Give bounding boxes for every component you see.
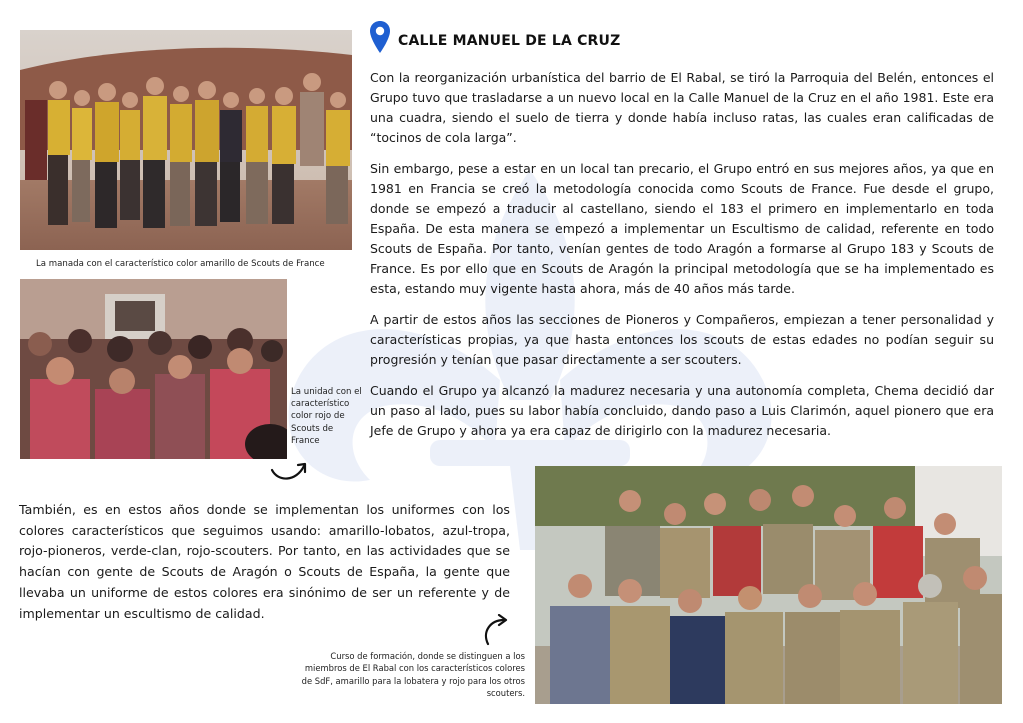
- paragraph-3: A partir de estos años las secciones de Pioneros y Compañeros, empiezan a tener personalidad y características propias, ya que hasta entonces los scouts de estas edades no podían seguir su progresión y tenían que pasar directamente a ser scouters.: [370, 312, 994, 367]
- curved-arrow-icon-2: [480, 614, 520, 648]
- paragraph-2: Sin embargo, pese a estar en un local tan precario, el Grupo entró en sus mejores años, ya que en 1981 en Francia se creó la metodología conocida como Scouts de France. Fue desde el grupo, donde se empezó a traducir al castellano, siendo el 183 el primero en implementarlo en toda España. De esta manera se empezó a implementar un Escultismo de calidad, referente en todo Scouts de España. Por tanto, venían gentes de todo Aragón a formarse al Grupo 183 y Scouts de France. Es por ello que en Scouts de Aragón la principal metodología que se ha implementado es esta, estando muy vigente hasta ahora, más de 40 años más tarde.: [370, 161, 994, 296]
- curved-arrow-icon: [268, 456, 310, 484]
- photo-manada-yellow: [20, 30, 352, 250]
- section-title: CALLE MANUEL DE LA CRUZ: [398, 33, 621, 49]
- paragraph-4: Cuando el Grupo ya alcanzó la madurez necesaria y una autonomía completa, Chema decidió dar un paso al lado, pues su labor había concluido, dando paso a Luis Clarimón, aquel pionero que era Jefe de Grupo y ahora ya era capaz de dirigirlo con la madurez necesaria.: [370, 383, 994, 438]
- caption-photo-curso: Curso de formación, donde se distinguen a los miembros de El Rabal con los característicos colores de SdF, amarillo para la lobatera y rojo para los otros scouters.: [301, 651, 525, 699]
- main-text-column: [370, 68, 994, 452]
- location-pin-icon: [369, 20, 391, 54]
- caption-photo-unidad: La unidad con el característico color rojo de Scouts de France: [291, 387, 362, 446]
- paragraph-uniforms: También, es en estos años donde se implementan los uniformes con los colores característicos que seguimos usando: amarillo-lobatos, azul-tropa, rojo-pioneros, verde-clan, rojo-scouters. Por tanto, en las actividades que se hacían con gente de Scouts de Aragón o Scouts de España, la gente que llevaba un uniforme de estos colores era sinónimo de ser un referente y de implementar un escultismo de calidad.: [19, 502, 510, 621]
- paragraph-1: Con la reorganización urbanística del barrio de El Rabal, se tiró la Parroquia del Belén, entonces el Grupo tuvo que trasladarse a un nuevo local en la Calle Manuel de la Cruz en el año 1981. Este era una cuadra, siendo el suelo de tierra y donde había incluso ratas, las cuales eran calificadas de “tocinos de cola larga”.: [370, 70, 994, 145]
- photo-unidad-red: [20, 279, 287, 459]
- photo-curso-formacion: [535, 466, 1002, 704]
- caption-photo-manada: La manada con el característico color amarillo de Scouts de France: [36, 259, 325, 269]
